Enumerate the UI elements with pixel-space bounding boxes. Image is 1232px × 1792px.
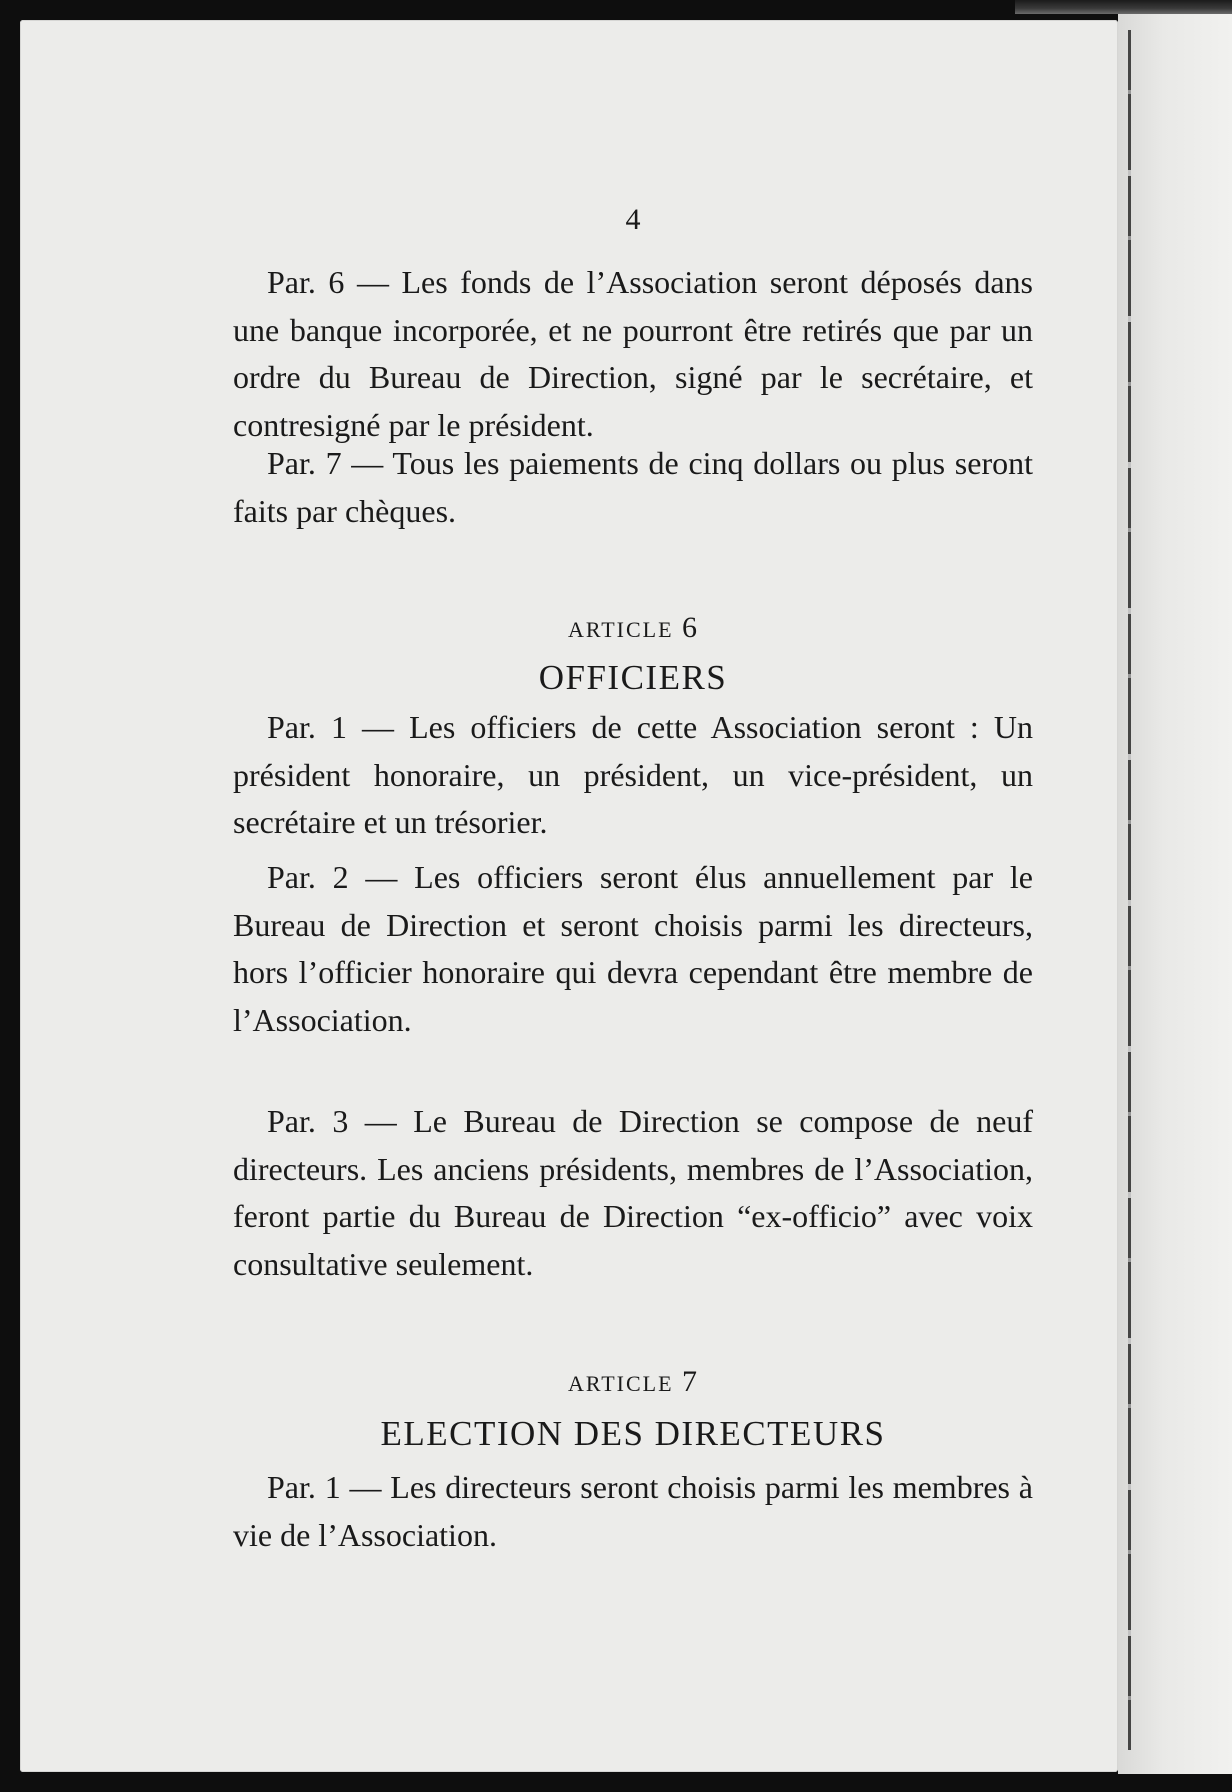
article-6-label bbox=[233, 608, 1033, 650]
article-number: 7 bbox=[682, 1365, 699, 1398]
paragraph-art6-par-3: Par. 3 — Le Bureau de Direction se compose de neuf directeurs. Les anciens présidents, membres de l’Association, feront partie du Bureau de Direction “ex-officio” avec voix consultative seulement. bbox=[233, 1103, 1033, 1282]
article-6-title: OFFICIERS bbox=[538, 658, 728, 697]
article-word: ARTICLE bbox=[567, 1371, 674, 1396]
document-page bbox=[20, 20, 1118, 1772]
article-7-label bbox=[233, 1362, 1033, 1404]
binding-edge bbox=[1128, 30, 1131, 1750]
page-number: 4 bbox=[625, 203, 641, 236]
paragraph-par-6: Par. 6 — Les fonds de l’Association seront déposés dans une banque incorporée, et ne pourront être retirés que par un ordre du Bureau de Direction, signé par le secrétaire, et contresigné par le président. bbox=[233, 264, 1033, 443]
paragraph-par-7: Par. 7 — Tous les paiements de cinq dollars ou plus seront faits par chèques. bbox=[233, 445, 1033, 529]
article-number: 6 bbox=[682, 611, 699, 644]
scan-border-top bbox=[1015, 0, 1232, 14]
paragraph-art6-par-1: Par. 1 — Les officiers de cette Association seront : Un président honoraire, un président, un vice-président, un secrétaire et un trésorier. bbox=[233, 709, 1033, 840]
paragraph-art7-par-1: Par. 1 — Les directeurs seront choisis parmi les membres à vie de l’Association. bbox=[233, 1469, 1033, 1553]
article-7-title: ELECTION DES DIRECTEURS bbox=[380, 1414, 886, 1453]
paragraph-art6-par-2: Par. 2 — Les officiers seront élus annuellement par le Bureau de Direction et seront choisis parmi les directeurs, hors l’officier honoraire qui devra cependant être membre de l’Association. bbox=[233, 859, 1033, 1038]
adjacent-page-edge bbox=[1118, 14, 1232, 1774]
article-word: ARTICLE bbox=[567, 617, 674, 642]
